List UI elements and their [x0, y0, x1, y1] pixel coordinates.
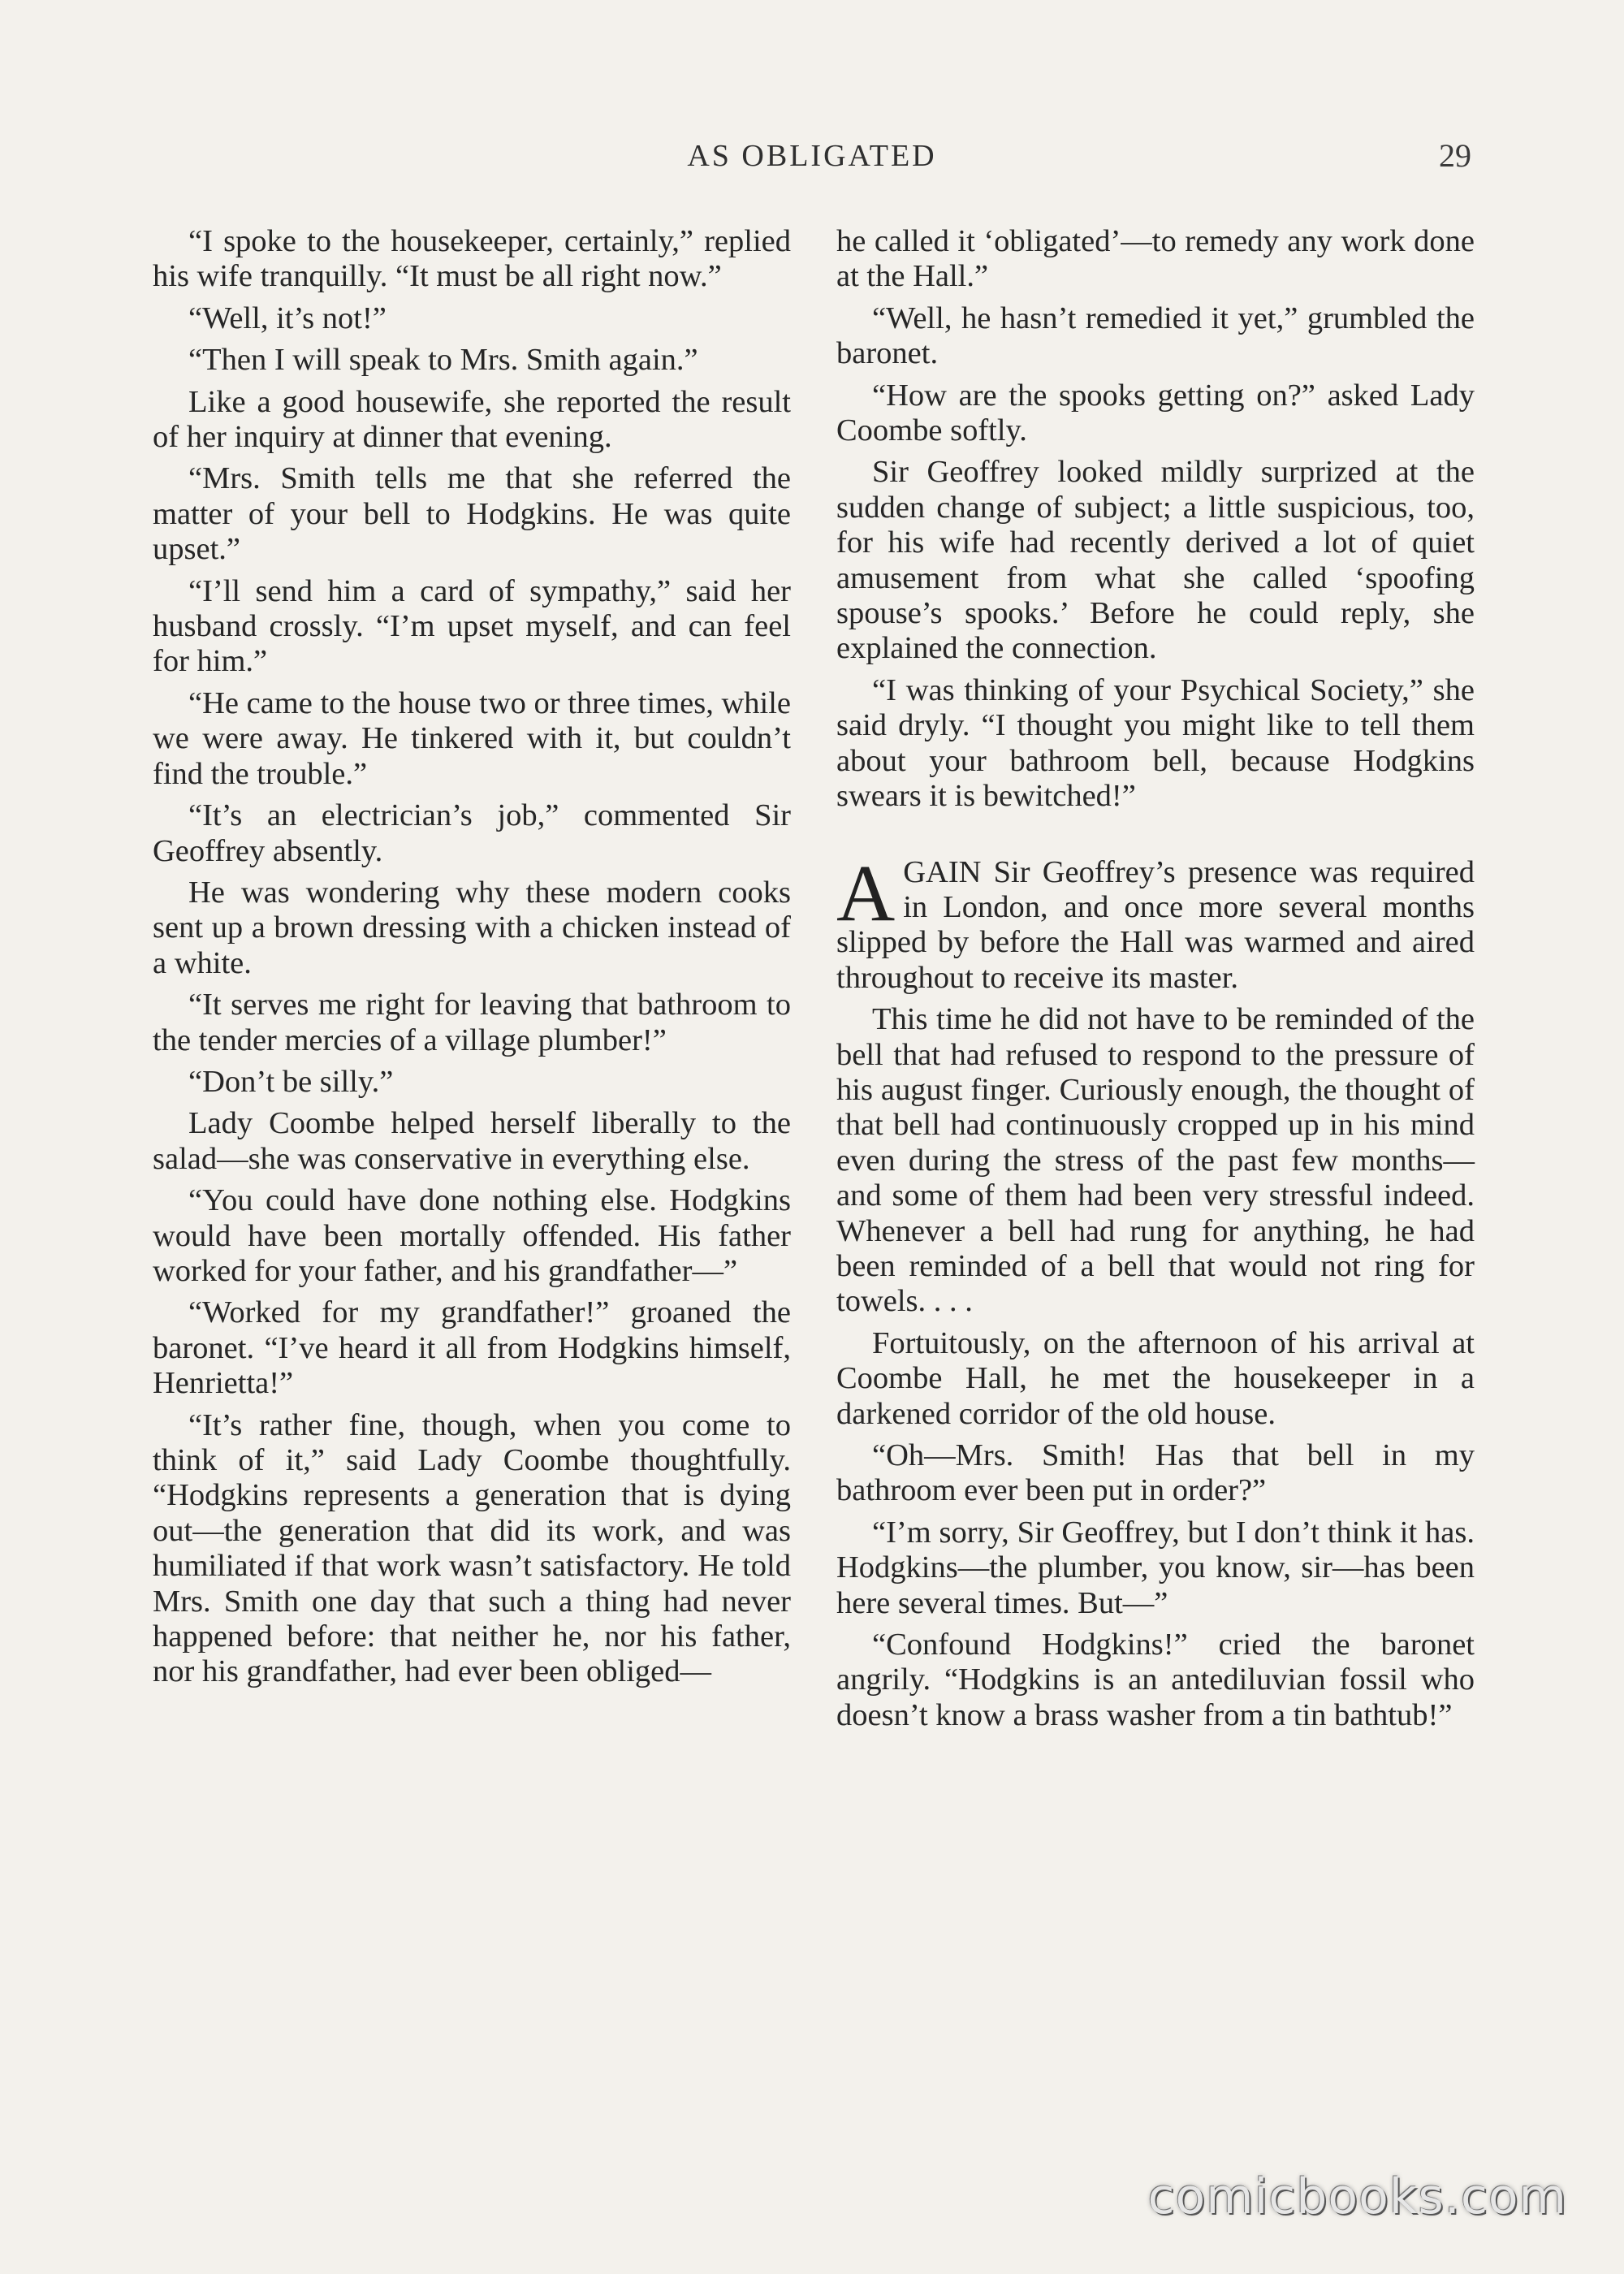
paragraph: “Well, he hasn’t remedied it yet,” grumbled the baronet. [836, 300, 1475, 371]
paragraph: “You could have done nothing else. Hodgkins would have been mortally offended. His father worked for your father, and his grandfather—” [153, 1183, 791, 1288]
paragraph: “Oh—Mrs. Smith! Has that bell in my bathroom ever been put in order?” [836, 1438, 1475, 1508]
watermark: comicbooks.com [1147, 2168, 1567, 2225]
paragraph: This time he did not have to be reminded of the bell that had refused to respond to the pressure of his august finger. Curiously enough, the thought of that bell had continuously cropped up in his mind even during the stress of the past few months—and some of them had been very stressful indeed. Whenever a bell had rung for anything, he had been reminded of a bell that would not ring for towels. . . . [836, 1002, 1475, 1319]
paragraph: “Mrs. Smith tells me that she referred the matter of your bell to Hodgkins. He was quite upset.” [153, 461, 791, 567]
paragraph: “I spoke to the housekeeper, certainly,” replied his wife tranquilly. “It must be all right now.” [153, 224, 791, 294]
paragraph: “He came to the house two or three times, while we were away. He tinkered with it, but couldn’t find the trouble.” [153, 685, 791, 791]
paragraph: “How are the spooks getting on?” asked Lady Coombe softly. [836, 378, 1475, 448]
paragraph: “Don’t be silly.” [188, 1064, 394, 1099]
running-title: AS OBLIGATED [687, 139, 937, 173]
paragraph: “Confound Hodgkins!” cried the baronet angrily. “Hodgkins is an antediluvian fossil who doesn’t know a brass washer from a tin bathtub!” [836, 1628, 1475, 1732]
paragraph: “It’s rather fine, though, when you come to think of it,” said Lady Coombe thoughtfully. “Hodgkins represents a generation that is dying out—the generation that did its work, and was humiliated if that work wasn’t satisfactory. He told Mrs. Smith one day that such a thing had never happened before: that neither he, nor his father, nor his grandfather, had ever been obliged— [153, 1407, 791, 1689]
left-column [153, 224, 791, 1697]
paragraph: “I’ll send him a card of sympathy,” said her husband crossly. “I’m upset myself, and can feel for him.” [153, 573, 791, 679]
paragraph: Lady Coombe helped herself liberally to the salad—she was conservative in everything else. [153, 1106, 791, 1176]
paragraph: “Well, it’s not!” [188, 300, 387, 335]
paragraph: “It serves me right for leaving that bathroom to the tender mercies of a village plumber!” [153, 988, 791, 1057]
paragraph: “I was thinking of your Psychical Society,” she said dryly. “I thought you might like to tell them about your bathroom bell, because Hodgkins swears it is bewitched!” [836, 672, 1475, 814]
paragraph: “I’m sorry, Sir Geoffrey, but I don’t think it has. Hodgkins—the plumber, you know, sir—has been here several times. But—” [836, 1515, 1475, 1620]
paragraph: Like a good housewife, she reported the result of her inquiry at dinner that evening. [153, 384, 791, 455]
right-column [836, 224, 1475, 1740]
paragraph: he called it ‘obligated’—to remedy any work done at the Hall.” [836, 224, 1475, 294]
paragraph: “Then I will speak to Mrs. Smith again.” [188, 343, 698, 378]
paragraph: Fortuitously, on the afternoon of his arrival at Coombe Hall, he met the housekeeper in a darkened corridor of the old house. [836, 1325, 1475, 1431]
dropcap-paragraph [836, 847, 1475, 996]
dropcap-paragraph-text: GAIN Sir Geoffrey’s presence was required in London, and once more several months slipped by before the Hall was warmed and aired throughout to receive its master. [836, 854, 1475, 995]
section-break [836, 821, 1475, 855]
page-number: 29 [1439, 137, 1471, 174]
paragraph: He was wondering why these modern cooks sent up a brown dressing with a chicken instead of a white. [153, 875, 791, 980]
paragraph: “Worked for my grandfather!” groaned the baronet. “I’ve heard it all from Hodgkins himself, Henrietta!” [153, 1295, 791, 1401]
paragraph: Sir Geoffrey looked mildly surprized at the sudden change of subject; a little suspicious, too, for his wife had recently derived a lot of quiet amusement from what she called ‘spoofing spouse’s spooks.’ Before he could reply, she explained the connection. [836, 455, 1475, 666]
paragraph: “It’s an electrician’s job,” commented Sir Geoffrey absently. [153, 798, 791, 868]
drop-cap: A [836, 847, 896, 938]
